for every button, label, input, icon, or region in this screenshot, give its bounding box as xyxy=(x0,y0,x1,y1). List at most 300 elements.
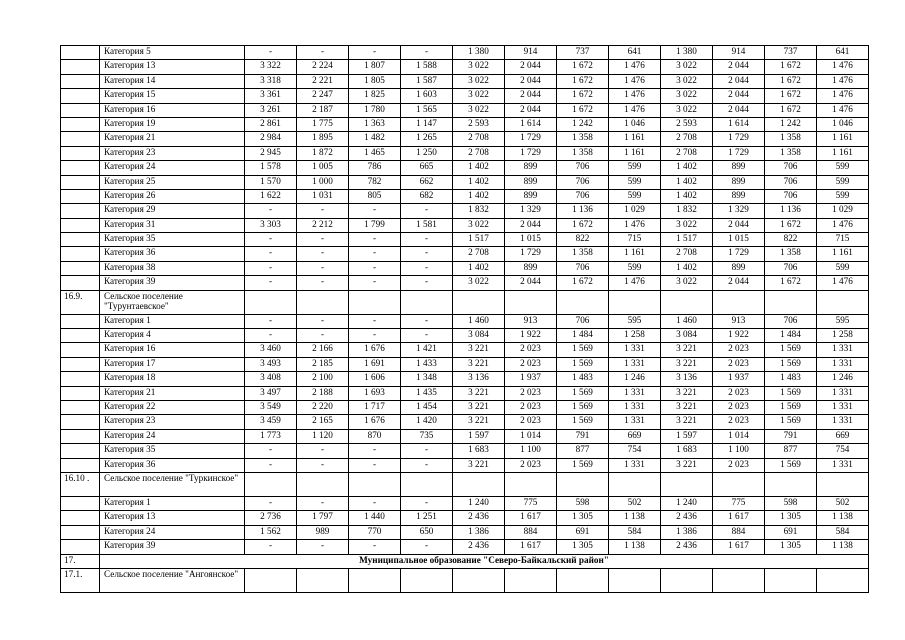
value-cell: 1 402 xyxy=(661,261,713,275)
value-cell: - xyxy=(401,496,453,510)
category-name: Сельское поселение "Туркинское" xyxy=(100,472,245,496)
table-row xyxy=(61,472,869,496)
value-cell: - xyxy=(245,233,297,247)
value-cell: 914 xyxy=(505,46,557,60)
value-cell: 599 xyxy=(817,175,869,189)
value-cell xyxy=(505,290,557,314)
value-cell: 3 221 xyxy=(661,458,713,472)
value-cell: - xyxy=(401,276,453,290)
value-cell: 737 xyxy=(765,46,817,60)
table-row xyxy=(61,218,869,232)
value-cell: 1 331 xyxy=(609,343,661,357)
table-row xyxy=(61,525,869,539)
category-name: Категория 29 xyxy=(100,204,245,218)
value-cell: - xyxy=(349,204,401,218)
value-cell: 1 676 xyxy=(349,343,401,357)
value-cell: 1 258 xyxy=(817,329,869,343)
value-cell: 3 221 xyxy=(453,415,505,429)
row-number xyxy=(61,444,100,458)
category-name: Категория 16 xyxy=(100,343,245,357)
value-cell: 3 221 xyxy=(661,415,713,429)
row-number xyxy=(61,218,100,232)
value-cell: 3 084 xyxy=(453,329,505,343)
value-cell: 1 517 xyxy=(661,233,713,247)
value-cell: 884 xyxy=(505,525,557,539)
value-cell: 1 476 xyxy=(609,74,661,88)
value-cell: 3 221 xyxy=(453,343,505,357)
value-cell: 1 402 xyxy=(453,189,505,203)
value-cell: 1 161 xyxy=(817,146,869,160)
table-row xyxy=(61,444,869,458)
value-cell: 1 029 xyxy=(609,204,661,218)
value-cell: 1 246 xyxy=(609,372,661,386)
value-cell: 3 136 xyxy=(661,372,713,386)
value-cell: 1 031 xyxy=(297,189,349,203)
value-cell: 1 460 xyxy=(661,314,713,328)
value-cell: 791 xyxy=(557,429,609,443)
value-cell: 2 023 xyxy=(505,357,557,371)
category-name: Сельское поселение "Ангоянское" xyxy=(100,568,245,592)
value-cell: 598 xyxy=(557,496,609,510)
value-cell: 1 120 xyxy=(297,429,349,443)
value-cell: 1 476 xyxy=(817,60,869,74)
value-cell: 1 588 xyxy=(401,60,453,74)
value-cell: - xyxy=(245,46,297,60)
value-cell: 1 672 xyxy=(765,276,817,290)
category-name: Категория 22 xyxy=(100,400,245,414)
value-cell: 1 000 xyxy=(297,175,349,189)
value-cell: 822 xyxy=(557,233,609,247)
row-number xyxy=(61,89,100,103)
value-cell: 1 138 xyxy=(817,511,869,525)
value-cell: 1 015 xyxy=(505,233,557,247)
category-name: Категория 36 xyxy=(100,247,245,261)
value-cell: 1 672 xyxy=(557,60,609,74)
value-cell: - xyxy=(401,458,453,472)
value-cell xyxy=(505,472,557,496)
category-name: Категория 25 xyxy=(100,175,245,189)
category-name: Категория 17 xyxy=(100,357,245,371)
value-cell: 1 775 xyxy=(297,117,349,131)
category-name: Категория 36 xyxy=(100,458,245,472)
value-cell: 1 569 xyxy=(557,386,609,400)
table-row xyxy=(61,189,869,203)
category-name: Категория 18 xyxy=(100,372,245,386)
value-cell: 1 672 xyxy=(557,89,609,103)
value-cell: 754 xyxy=(609,444,661,458)
value-cell: 1 465 xyxy=(349,146,401,160)
value-cell: 2 023 xyxy=(713,386,765,400)
value-cell: 1 358 xyxy=(557,132,609,146)
value-cell xyxy=(453,472,505,496)
value-cell: 1 617 xyxy=(505,540,557,554)
value-cell: 2 044 xyxy=(713,103,765,117)
value-cell: 1 402 xyxy=(453,175,505,189)
value-cell: 691 xyxy=(765,525,817,539)
table-row xyxy=(61,204,869,218)
value-cell: 3 221 xyxy=(453,357,505,371)
value-cell: 1 569 xyxy=(765,458,817,472)
value-cell: - xyxy=(297,314,349,328)
value-cell: 3 318 xyxy=(245,74,297,88)
value-cell: 1 937 xyxy=(505,372,557,386)
value-cell: 737 xyxy=(557,46,609,60)
value-cell: - xyxy=(349,261,401,275)
value-cell: 2 220 xyxy=(297,400,349,414)
value-cell: 2 212 xyxy=(297,218,349,232)
table-row xyxy=(61,429,869,443)
row-number xyxy=(61,525,100,539)
value-cell: - xyxy=(245,458,297,472)
value-cell xyxy=(609,290,661,314)
table-row xyxy=(61,554,869,568)
value-cell: 1 402 xyxy=(453,161,505,175)
table-row xyxy=(61,372,869,386)
value-cell xyxy=(505,568,557,592)
value-cell: - xyxy=(297,444,349,458)
value-cell: 2 023 xyxy=(505,458,557,472)
table-row xyxy=(61,568,869,592)
value-cell xyxy=(765,568,817,592)
table-row xyxy=(61,132,869,146)
value-cell: - xyxy=(349,496,401,510)
row-number xyxy=(61,132,100,146)
value-cell: 1 617 xyxy=(713,511,765,525)
value-cell: 1 569 xyxy=(557,400,609,414)
value-cell: 715 xyxy=(817,233,869,247)
value-cell: 1 014 xyxy=(713,429,765,443)
value-cell: 1 476 xyxy=(817,103,869,117)
value-cell xyxy=(401,472,453,496)
value-cell: 2 023 xyxy=(713,458,765,472)
value-cell: 1 895 xyxy=(297,132,349,146)
value-cell: 1 672 xyxy=(765,60,817,74)
value-cell: 1 569 xyxy=(557,357,609,371)
value-cell: 2 708 xyxy=(661,247,713,261)
value-cell: 1 380 xyxy=(453,46,505,60)
category-name: Категория 21 xyxy=(100,132,245,146)
value-cell: 1 672 xyxy=(557,103,609,117)
table-row xyxy=(61,415,869,429)
category-name: Категория 38 xyxy=(100,261,245,275)
category-name: Категория 13 xyxy=(100,511,245,525)
table-row xyxy=(61,247,869,261)
value-cell: 989 xyxy=(297,525,349,539)
value-cell: 1 672 xyxy=(557,218,609,232)
value-cell: 1 597 xyxy=(661,429,713,443)
row-number xyxy=(61,103,100,117)
value-cell xyxy=(661,472,713,496)
value-cell: 2 044 xyxy=(505,103,557,117)
value-cell: 1 597 xyxy=(453,429,505,443)
value-cell: 2 023 xyxy=(713,415,765,429)
value-cell: 2 044 xyxy=(713,276,765,290)
value-cell: 1 329 xyxy=(505,204,557,218)
value-cell: 650 xyxy=(401,525,453,539)
row-number xyxy=(61,386,100,400)
value-cell: 1 587 xyxy=(401,74,453,88)
value-cell: 1 331 xyxy=(817,357,869,371)
value-cell: 2 861 xyxy=(245,117,297,131)
value-cell: 1 729 xyxy=(505,247,557,261)
value-cell: - xyxy=(245,540,297,554)
value-cell: 1 386 xyxy=(453,525,505,539)
value-cell: 770 xyxy=(349,525,401,539)
category-name: Категория 13 xyxy=(100,60,245,74)
value-cell: 1 331 xyxy=(817,343,869,357)
row-number xyxy=(61,357,100,371)
value-cell: - xyxy=(245,247,297,261)
value-cell: - xyxy=(349,540,401,554)
value-cell: 870 xyxy=(349,429,401,443)
value-cell: 3 221 xyxy=(661,343,713,357)
value-cell: 691 xyxy=(557,525,609,539)
value-cell: - xyxy=(297,204,349,218)
value-cell xyxy=(817,290,869,314)
value-cell: 1 672 xyxy=(557,74,609,88)
value-cell: 715 xyxy=(609,233,661,247)
value-cell xyxy=(713,568,765,592)
value-cell: 775 xyxy=(713,496,765,510)
table-row xyxy=(61,117,869,131)
value-cell: 3 022 xyxy=(453,276,505,290)
value-cell: - xyxy=(349,276,401,290)
value-cell: 3 022 xyxy=(661,103,713,117)
table-row xyxy=(61,329,869,343)
value-cell: 1 358 xyxy=(557,247,609,261)
value-cell xyxy=(349,472,401,496)
value-cell: 1 672 xyxy=(765,74,817,88)
value-cell: 1 265 xyxy=(401,132,453,146)
value-cell: 3 022 xyxy=(453,218,505,232)
value-cell: 706 xyxy=(557,175,609,189)
table-row xyxy=(61,60,869,74)
value-cell: 1 483 xyxy=(765,372,817,386)
value-cell: 2 044 xyxy=(713,74,765,88)
value-cell: 2 221 xyxy=(297,74,349,88)
value-cell: 1 872 xyxy=(297,146,349,160)
value-cell: - xyxy=(401,46,453,60)
value-cell: 1 246 xyxy=(817,372,869,386)
value-cell: 1 331 xyxy=(817,400,869,414)
category-name: Категория 24 xyxy=(100,525,245,539)
value-cell: 669 xyxy=(609,429,661,443)
value-cell: 1 672 xyxy=(765,218,817,232)
value-cell: - xyxy=(401,314,453,328)
value-cell: 2 708 xyxy=(453,247,505,261)
table-row xyxy=(61,46,869,60)
value-cell: - xyxy=(349,247,401,261)
value-cell: 599 xyxy=(609,261,661,275)
value-cell: - xyxy=(401,329,453,343)
category-name: Категория 39 xyxy=(100,540,245,554)
value-cell: 2 708 xyxy=(453,132,505,146)
value-cell: 2 023 xyxy=(505,386,557,400)
value-cell: 1 454 xyxy=(401,400,453,414)
category-name: Категория 39 xyxy=(100,276,245,290)
value-cell: 775 xyxy=(505,496,557,510)
table-row xyxy=(61,386,869,400)
value-cell xyxy=(557,472,609,496)
value-cell: - xyxy=(401,247,453,261)
value-cell: - xyxy=(349,329,401,343)
value-cell: 502 xyxy=(817,496,869,510)
value-cell: 2 593 xyxy=(661,117,713,131)
value-cell: 877 xyxy=(765,444,817,458)
table-row xyxy=(61,496,869,510)
value-cell: 913 xyxy=(713,314,765,328)
value-cell: 1 581 xyxy=(401,218,453,232)
row-number xyxy=(61,400,100,414)
value-cell: 2 436 xyxy=(661,511,713,525)
value-cell: 1 015 xyxy=(713,233,765,247)
value-cell: 595 xyxy=(609,314,661,328)
row-number xyxy=(61,46,100,60)
row-number xyxy=(61,429,100,443)
value-cell: 2 044 xyxy=(713,89,765,103)
value-cell: 2 044 xyxy=(505,60,557,74)
value-cell: 1 672 xyxy=(557,276,609,290)
value-cell: 1 484 xyxy=(557,329,609,343)
value-cell: 706 xyxy=(765,189,817,203)
value-cell: 2 708 xyxy=(661,146,713,160)
value-cell: 1 331 xyxy=(609,357,661,371)
value-cell: 1 476 xyxy=(609,89,661,103)
value-cell: 1 363 xyxy=(349,117,401,131)
row-number: 16.10 . xyxy=(61,472,100,496)
row-number xyxy=(61,329,100,343)
value-cell xyxy=(349,290,401,314)
row-number xyxy=(61,204,100,218)
value-cell: 1 614 xyxy=(713,117,765,131)
value-cell: 3 261 xyxy=(245,103,297,117)
value-cell: 3 022 xyxy=(453,74,505,88)
value-cell: 2 436 xyxy=(453,511,505,525)
value-cell: 1 420 xyxy=(401,415,453,429)
value-cell: 2 023 xyxy=(713,400,765,414)
section-title: Муниципальное образование "Северо-Байкальский район" xyxy=(100,554,869,568)
value-cell: 2 044 xyxy=(505,89,557,103)
value-cell: 3 459 xyxy=(245,415,297,429)
value-cell: - xyxy=(349,444,401,458)
value-cell: 3 221 xyxy=(661,400,713,414)
value-cell: 1 672 xyxy=(765,103,817,117)
row-number xyxy=(61,189,100,203)
value-cell: 665 xyxy=(401,161,453,175)
table-row xyxy=(61,357,869,371)
value-cell: - xyxy=(297,233,349,247)
value-cell: 1 240 xyxy=(661,496,713,510)
value-cell: 1 476 xyxy=(609,276,661,290)
value-cell: 706 xyxy=(557,261,609,275)
value-cell: 791 xyxy=(765,429,817,443)
row-number xyxy=(61,458,100,472)
category-name: Категория 21 xyxy=(100,386,245,400)
value-cell: 599 xyxy=(817,261,869,275)
table-row xyxy=(61,290,869,314)
value-cell: 1 683 xyxy=(453,444,505,458)
value-cell: 1 358 xyxy=(765,132,817,146)
value-cell: - xyxy=(245,261,297,275)
value-cell: 1 402 xyxy=(453,261,505,275)
value-cell xyxy=(297,472,349,496)
value-cell: - xyxy=(401,261,453,275)
value-cell xyxy=(245,568,297,592)
value-cell: - xyxy=(349,46,401,60)
value-cell: 599 xyxy=(609,175,661,189)
value-cell: 599 xyxy=(609,161,661,175)
value-cell: 1 161 xyxy=(609,132,661,146)
table-row xyxy=(61,161,869,175)
value-cell: 2 436 xyxy=(661,540,713,554)
value-cell: 1 331 xyxy=(817,415,869,429)
row-number xyxy=(61,247,100,261)
value-cell: 3 497 xyxy=(245,386,297,400)
value-cell: 899 xyxy=(713,189,765,203)
value-cell: 1 476 xyxy=(609,103,661,117)
value-cell: 1 569 xyxy=(765,400,817,414)
value-cell: 2 044 xyxy=(713,60,765,74)
value-cell: 899 xyxy=(713,261,765,275)
value-cell: - xyxy=(297,540,349,554)
value-cell xyxy=(661,290,713,314)
value-cell: 2 023 xyxy=(713,357,765,371)
value-cell: 1 484 xyxy=(765,329,817,343)
row-number xyxy=(61,175,100,189)
value-cell: 1 250 xyxy=(401,146,453,160)
value-cell: 2 188 xyxy=(297,386,349,400)
category-name: Категория 15 xyxy=(100,89,245,103)
value-cell: 599 xyxy=(609,189,661,203)
value-cell: 1 358 xyxy=(557,146,609,160)
value-cell: 1 729 xyxy=(713,146,765,160)
value-cell: 1 138 xyxy=(609,511,661,525)
value-cell: 3 022 xyxy=(453,89,505,103)
value-cell: 914 xyxy=(713,46,765,60)
value-cell: 1 476 xyxy=(817,276,869,290)
value-cell: 595 xyxy=(817,314,869,328)
value-cell: 3 221 xyxy=(661,386,713,400)
value-cell: 2 044 xyxy=(505,74,557,88)
value-cell: 1 046 xyxy=(817,117,869,131)
value-cell: 1 565 xyxy=(401,103,453,117)
value-cell: 1 476 xyxy=(817,74,869,88)
value-cell: 1 331 xyxy=(609,386,661,400)
value-cell: 599 xyxy=(817,189,869,203)
value-cell: 3 221 xyxy=(453,386,505,400)
value-cell: 706 xyxy=(557,314,609,328)
value-cell: 1 460 xyxy=(453,314,505,328)
value-cell: 2 593 xyxy=(453,117,505,131)
value-cell: 3 493 xyxy=(245,357,297,371)
value-cell: 1 305 xyxy=(765,540,817,554)
value-cell xyxy=(609,472,661,496)
value-cell: 1 161 xyxy=(609,146,661,160)
value-cell: 3 022 xyxy=(661,89,713,103)
value-cell: 1 922 xyxy=(505,329,557,343)
value-cell xyxy=(765,472,817,496)
category-name: Категория 24 xyxy=(100,161,245,175)
value-cell: 2 044 xyxy=(505,276,557,290)
value-cell: 3 408 xyxy=(245,372,297,386)
row-number: 17.1. xyxy=(61,568,100,592)
value-cell: 1 807 xyxy=(349,60,401,74)
value-cell: 682 xyxy=(401,189,453,203)
value-cell: 2 044 xyxy=(505,218,557,232)
value-cell: 1 797 xyxy=(297,511,349,525)
value-cell: 706 xyxy=(765,175,817,189)
value-cell: 3 221 xyxy=(453,400,505,414)
